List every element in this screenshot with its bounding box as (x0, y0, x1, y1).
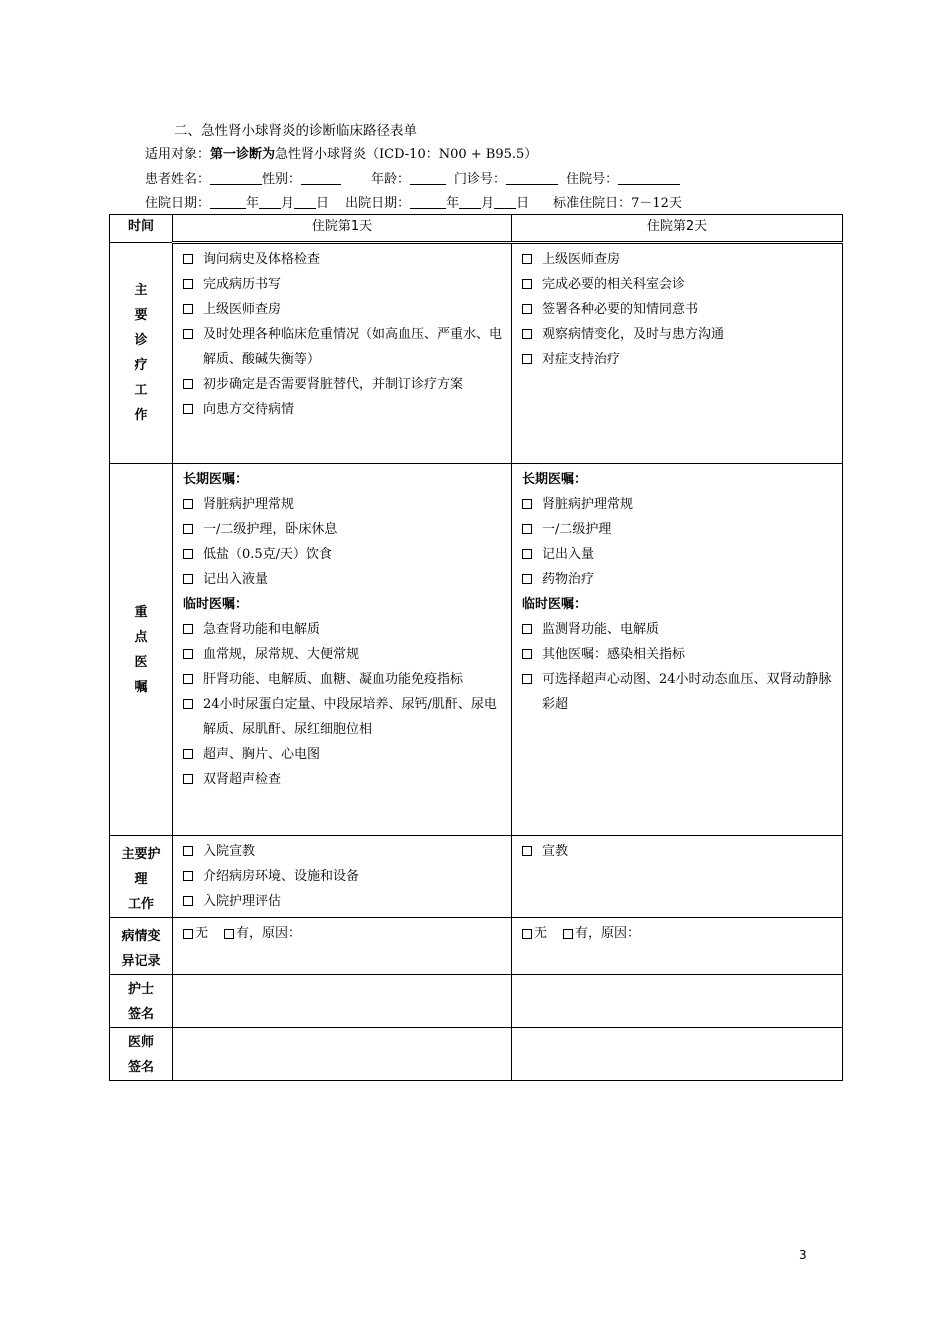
checklist-item[interactable]: 入院护理评估 (183, 889, 503, 914)
checklist-item[interactable]: 询问病史及体格检查 (183, 247, 503, 272)
row-nurse-signature (110, 975, 843, 1028)
age-label: 年龄： (371, 172, 411, 187)
nurse-signature-day1[interactable] (173, 975, 512, 1028)
inpatient-no-field[interactable] (618, 170, 680, 185)
checkbox[interactable] (183, 749, 193, 759)
row-label-doctor-signature: 医师 签名 (110, 1028, 173, 1081)
checklist-item[interactable]: 入院宣教 (183, 839, 503, 864)
row-doctor-signature (110, 1028, 843, 1081)
checkbox[interactable] (522, 674, 532, 684)
sex-label: 性别： (262, 172, 302, 187)
checkbox[interactable] (183, 871, 193, 881)
row-nursing (110, 836, 843, 918)
outpatient-no-field[interactable] (506, 170, 558, 185)
row-label-nursing: 主要护 理 工作 (110, 836, 173, 918)
checklist-item[interactable]: 一/二级护理 (522, 517, 834, 542)
variation-day2: 无 有，原因： (512, 918, 843, 975)
checklist-item[interactable]: 完成必要的相关科室会诊 (522, 272, 834, 297)
variation-day1: 无 有，原因： (173, 918, 512, 975)
checklist-item[interactable]: 及时处理各种临床危重情况（如高血压、严重水、电解质、酸碱失衡等） (183, 322, 503, 372)
checkbox[interactable] (183, 846, 193, 856)
nurse-signature-day2[interactable] (512, 975, 843, 1028)
orders-day2 (512, 464, 843, 836)
checkbox[interactable] (183, 624, 193, 634)
checkbox[interactable] (183, 649, 193, 659)
checkbox[interactable] (522, 329, 532, 339)
col-day1: 住院第1天 (173, 215, 512, 243)
standard-stay: 标准住院日：7－12天 (553, 196, 682, 211)
discharge-month-field[interactable] (459, 194, 481, 209)
temporary-orders-heading: 临时医嘱： (183, 597, 249, 612)
doctor-signature-day2[interactable] (512, 1028, 843, 1081)
admission-day-field[interactable] (294, 194, 316, 209)
checkbox[interactable] (522, 624, 532, 634)
row-main-work (110, 243, 843, 464)
patient-name-field[interactable] (210, 170, 262, 185)
checkbox[interactable] (183, 574, 193, 584)
applicable-line (145, 143, 537, 162)
checklist-item[interactable]: 超声、胸片、心电图 (183, 742, 503, 767)
checkbox[interactable] (522, 549, 532, 559)
doctor-signature-day1[interactable] (173, 1028, 512, 1081)
checkbox[interactable] (183, 896, 193, 906)
none-checkbox[interactable] (183, 929, 193, 939)
admission-date-label: 住院日期： (145, 196, 211, 211)
outpatient-no-label: 门诊号： (454, 172, 507, 187)
none-checkbox[interactable] (522, 929, 532, 939)
checkbox[interactable] (183, 329, 193, 339)
checklist-item[interactable]: 介绍病房环境、设施和设备 (183, 864, 503, 889)
age-field[interactable] (410, 170, 446, 185)
checkbox[interactable] (183, 304, 193, 314)
nursing-day1 (173, 836, 512, 918)
checklist-item[interactable]: 急查肾功能和电解质 (183, 617, 503, 642)
col-day2: 住院第2天 (512, 215, 843, 243)
admission-year-field[interactable] (210, 194, 246, 209)
year-label: 年 (446, 196, 460, 211)
checkbox[interactable] (522, 304, 532, 314)
checkbox[interactable] (183, 674, 193, 684)
row-label-orders: 重 点 医 嘱 (110, 464, 173, 836)
long-term-orders-heading: 长期医嘱： (183, 472, 249, 487)
date-line (145, 192, 682, 211)
checkbox[interactable] (522, 574, 532, 584)
checklist-item[interactable]: 签署各种必要的知情同意书 (522, 297, 834, 322)
main-work-day1 (173, 243, 512, 464)
checkbox[interactable] (183, 699, 193, 709)
first-diagnosis-value: 急性肾小球肾炎（ICD-10：N00 + B95.5） (275, 147, 538, 162)
checklist-item[interactable]: 上级医师查房 (522, 247, 834, 272)
checklist-item[interactable]: 完成病历书写 (183, 272, 503, 297)
checklist-item[interactable]: 药物治疗 (522, 567, 834, 592)
discharge-day-field[interactable] (494, 194, 516, 209)
yes-checkbox[interactable] (224, 929, 234, 939)
sex-field[interactable] (301, 170, 341, 185)
checkbox[interactable] (522, 649, 532, 659)
checklist-item[interactable]: 其他医嘱：感染相关指标 (522, 642, 834, 667)
table-header-row (110, 215, 843, 243)
checklist-item[interactable]: 双肾超声检查 (183, 767, 503, 792)
month-label: 月 (281, 196, 295, 211)
checkbox[interactable] (183, 774, 193, 784)
checkbox[interactable] (183, 379, 193, 389)
applicable-label: 适用对象： (145, 147, 211, 162)
checklist-item[interactable]: 宣教 (522, 839, 834, 864)
patient-info-line (145, 168, 680, 187)
discharge-year-field[interactable] (410, 194, 446, 209)
checklist-item[interactable]: 一/二级护理，卧床休息 (183, 517, 503, 542)
patient-name-label: 患者姓名： (145, 172, 211, 187)
day-label: 日 (516, 196, 530, 211)
checkbox[interactable] (183, 549, 193, 559)
checklist-item[interactable]: 肾脏病护理常规 (522, 492, 834, 517)
row-variation (110, 918, 843, 975)
nursing-day2 (512, 836, 843, 918)
checkbox[interactable] (522, 354, 532, 364)
checklist-item[interactable]: 低盐（0.5克/天）饮食 (183, 542, 503, 567)
orders-day1 (173, 464, 512, 836)
checklist-item[interactable]: 观察病情变化，及时与患方沟通 (522, 322, 834, 347)
checklist-item[interactable]: 肝肾功能、电解质、血糖、凝血功能免疫指标 (183, 667, 503, 692)
checkbox[interactable] (183, 524, 193, 534)
form-title: 二、急性肾小球肾炎的诊断临床路径表单 (174, 123, 417, 139)
checkbox[interactable] (522, 279, 532, 289)
day-label: 日 (316, 196, 330, 211)
checklist-item[interactable]: 记出入量 (522, 542, 834, 567)
clinical-pathway-table (109, 214, 843, 1081)
checkbox[interactable] (183, 279, 193, 289)
row-label-variation: 病情变 异记录 (110, 918, 173, 975)
checkbox[interactable] (522, 254, 532, 264)
yes-checkbox[interactable] (563, 929, 573, 939)
checklist-item[interactable]: 可选择超声心动图、24小时动态血压、双肾动静脉彩超 (522, 667, 834, 717)
checkbox[interactable] (522, 846, 532, 856)
checklist-item[interactable]: 对症支持治疗 (522, 347, 834, 372)
checklist-item[interactable]: 向患方交待病情 (183, 397, 503, 422)
first-diagnosis-label: 第一诊断为 (210, 147, 276, 162)
checklist-item[interactable]: 记出入液量 (183, 567, 503, 592)
row-label-main-work: 主 要 诊 疗 工 作 (110, 243, 173, 464)
checkbox[interactable] (522, 524, 532, 534)
checklist-item[interactable]: 24小时尿蛋白定量、中段尿培养、尿钙/肌酐、尿电解质、尿肌酐、尿红细胞位相 (183, 692, 503, 742)
row-label-nurse-signature: 护士 签名 (110, 975, 173, 1028)
row-orders (110, 464, 843, 836)
checklist-item[interactable]: 初步确定是否需要肾脏替代，并制订诊疗方案 (183, 372, 503, 397)
checklist-item[interactable]: 上级医师查房 (183, 297, 503, 322)
checkbox[interactable] (183, 254, 193, 264)
long-term-orders-heading: 长期医嘱： (522, 472, 588, 487)
checklist-item[interactable]: 血常规，尿常规、大便常规 (183, 642, 503, 667)
temporary-orders-heading: 临时医嘱： (522, 597, 588, 612)
checkbox[interactable] (522, 499, 532, 509)
admission-month-field[interactable] (259, 194, 281, 209)
year-label: 年 (246, 196, 260, 211)
month-label: 月 (481, 196, 495, 211)
checklist-item[interactable]: 监测肾功能、电解质 (522, 617, 834, 642)
col-time: 时间 (110, 215, 173, 243)
main-work-day2 (512, 243, 843, 464)
discharge-date-label: 出院日期： (345, 196, 411, 211)
inpatient-no-label: 住院号： (566, 172, 619, 187)
checklist-item[interactable]: 肾脏病护理常规 (183, 492, 503, 517)
checkbox[interactable] (183, 404, 193, 414)
checkbox[interactable] (183, 499, 193, 509)
page-number: 3 (799, 1248, 807, 1262)
